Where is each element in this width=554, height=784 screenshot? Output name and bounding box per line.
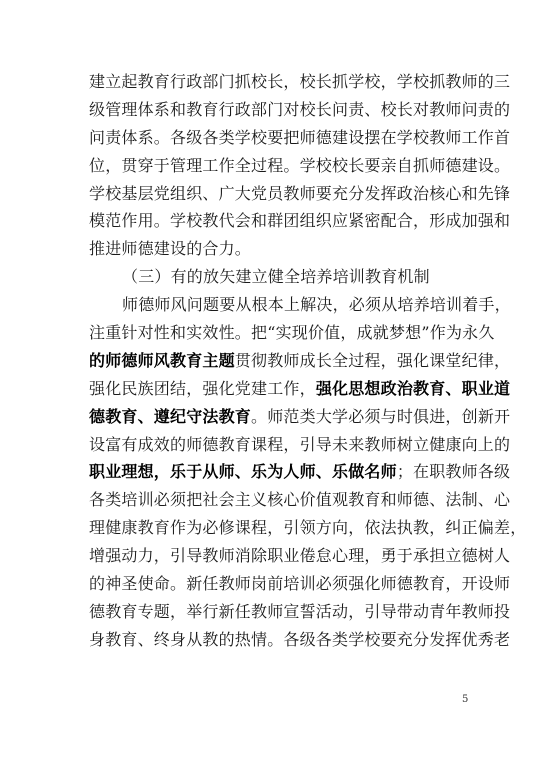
bold-phrase: 德教育、遵纪守法教育 (89, 406, 252, 426)
text-line: 位，贯穿于管理工作全过程。学校校长要亲自抓师德建设。 (89, 155, 511, 175)
text-line: 推进师德建设的合力。 (89, 239, 252, 259)
text-line: 级管理体系和教育行政部门对校长问责、校长对教师问责的 (89, 99, 511, 119)
text-line: 学校基层党组织、广大党员教师要充分发挥政治核心和先锋 (89, 183, 511, 203)
text-line: 设富有成效的师德教育课程，引导未来教师树立健康向上的 (89, 434, 511, 454)
text-run: ；在职教师各级 (396, 462, 511, 482)
paragraph-1 (89, 68, 511, 263)
section-heading: （三）有的放矢建立健全培养培训教育机制 (122, 267, 430, 287)
text-line (89, 458, 511, 486)
page-number: 5 (462, 694, 469, 705)
text-line (89, 403, 511, 431)
text-line: 身教育、终身从教的热情。各级各类学校要充分发挥优秀老 (89, 629, 511, 649)
text-line (89, 347, 511, 375)
text-line: 建立起教育行政部门抓校长，校长抓学校，学校抓教师的三 (89, 72, 511, 91)
text-line: 问责体系。各级各类学校要把师德建设摆在学校教师工作首 (89, 127, 511, 147)
text-line: 的神圣使命。新任教师岗前培训必须强化师德教育，开设师 (89, 574, 511, 594)
bold-phrase: 职业理想，乐于从师、乐为人师、乐做名师 (89, 462, 397, 482)
text-line: 注重针对性和实效性。把“实现价值，成就梦想”作为永久 (89, 323, 495, 343)
text-run: 贯彻教师成长全过程，强化课堂纪律， (234, 350, 511, 370)
bold-phrase: 强化思想政治教育、职业道 (315, 378, 511, 398)
bold-phrase: 的师德师风教育主题 (89, 350, 235, 370)
body-text (89, 68, 527, 654)
paragraph-2 (89, 291, 527, 654)
text-run: 。师范类大学必须与时俱进，创新开 (251, 406, 511, 426)
text-line: 各类培训必须把社会主义核心价值观教育和师德、法制、心 (89, 490, 511, 510)
text-line: 模范作用。学校教代会和群团组织应紧密配合，形成加强和 (89, 211, 511, 231)
text-run: 强化民族团结，强化党建工作， (89, 378, 316, 398)
text-line: 师德师风问题要从根本上解决，必须从培养培训着手， (122, 295, 511, 315)
text-line: 理健康教育作为必修课程，引领方向，依法执教，纠正偏差， (89, 518, 527, 538)
text-line: 德教育专题，举行新任教师宣誓活动，引导带动青年教师投 (89, 601, 511, 621)
text-line: 增强动力，引导教师消除职业倦怠心理，勇于承担立德树人 (89, 546, 511, 566)
text-line (89, 375, 511, 403)
